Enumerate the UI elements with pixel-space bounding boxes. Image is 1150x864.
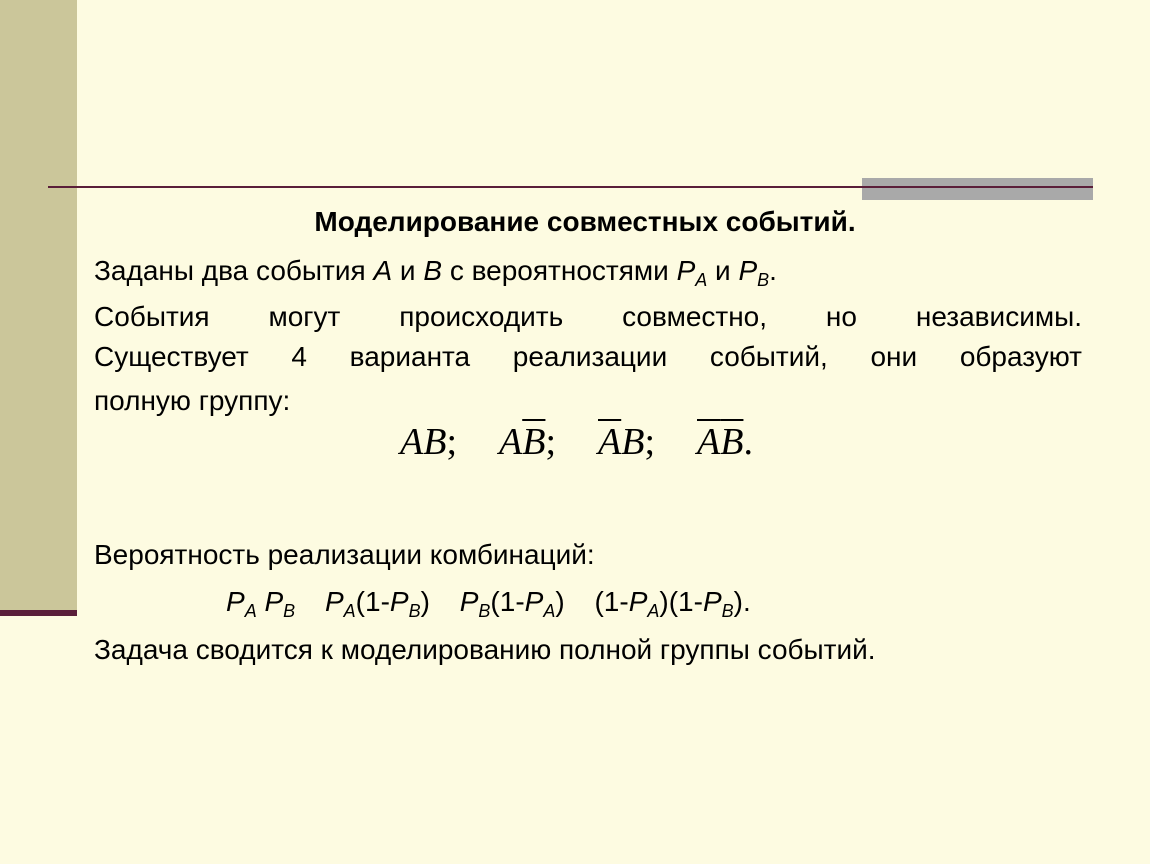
paragraph-four-variants: Существует 4 варианта реализации событий, они образуют [94, 341, 1082, 372]
combo-ab: AB; [400, 421, 457, 463]
paragraph-combination-probability: Вероятность реализации комбинаций: [94, 539, 595, 570]
slide-title: Моделирование совместных событий. [314, 206, 856, 237]
header-rule-overlay [862, 186, 1093, 188]
formula-pa-not-pb: $P_A(1-P_B)$ [324, 586, 430, 621]
event-combinations-formula [400, 420, 753, 464]
combo-nota-notb: $\overline{A}\overline{B}$. [697, 421, 753, 463]
paragraph-full-group: полную группу: [94, 385, 291, 416]
formula-pb-not-pa: $P_B(1-P_A)$ [459, 586, 565, 621]
paragraph-conclusion: Задача сводится к моделированию полной группы событий. [94, 634, 876, 665]
paragraph-joint-events: События могут происходить совместно, но независимы. [94, 301, 1082, 332]
header-grey-block [862, 178, 1093, 200]
formula-pa-pb: $P_A$ $P_B$ [226, 586, 296, 621]
side-bar-underline [0, 610, 77, 616]
paragraph-given-events: Заданы два события A и B с вероятностями $P_A$ и $P_B$. [94, 255, 777, 290]
formula-not-pa-not-pb: $(1-P_A)(1-P_B)$. [594, 586, 751, 621]
probability-formulas [226, 586, 773, 621]
side-bar-decoration [0, 0, 77, 610]
combo-a-notb: $A\overline{B}$; [499, 421, 556, 463]
combo-nota-b: $\overline{A}B$; [598, 421, 655, 463]
